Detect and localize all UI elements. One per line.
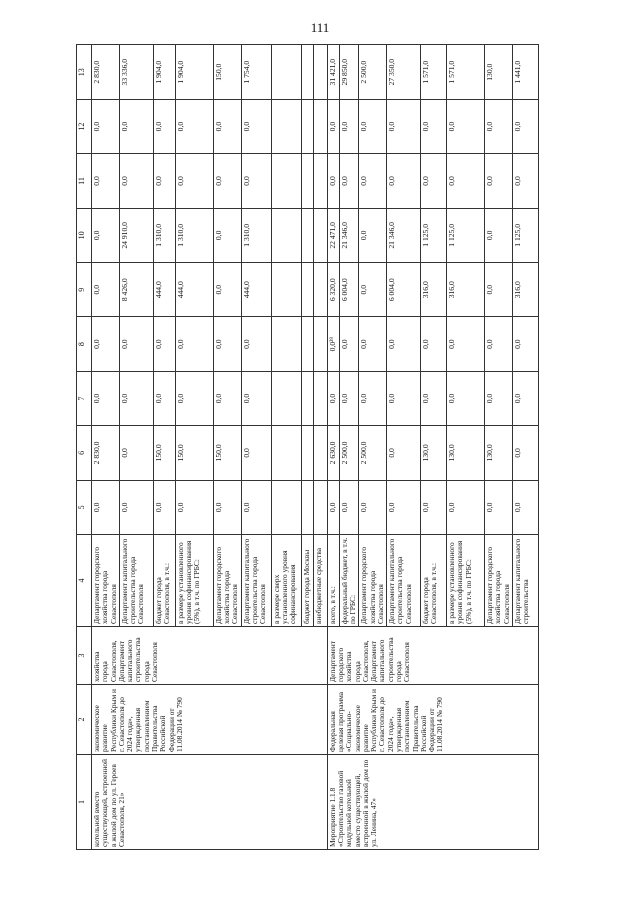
header-cell: 1 [77,755,92,850]
value-cell: 2 830,0 [92,45,120,99]
value-cell: 0,0 [327,99,339,153]
value-cell: 1 571,0 [447,45,485,99]
value-cell: 0,0 [421,371,447,425]
value-cell [313,154,327,208]
value-cell: 150,0 [213,45,241,99]
value-cell: 6 004,0 [339,263,359,317]
value-cell: 0,0 [512,99,538,153]
value-cell [271,45,301,99]
value-cell: 0,0 [339,317,359,371]
value-cell: 6 004,0 [387,263,421,317]
value-cell: 0,0 [213,99,241,153]
value-cell: 0,0 [119,317,153,371]
value-cell: 0,0 [175,480,213,534]
value-cell [301,154,313,208]
value-cell: 0,0 [327,154,339,208]
value-cell: 0,0 [241,480,271,534]
value-cell: 150,0 [213,426,241,480]
row-label-cell: Департамент городского хозяйства города Севастополя [213,535,241,627]
block2-col3-cell: Департамент городского хозяйства города Севастополя, Департамент капитального строительства города Севастополя [327,627,538,685]
value-cell: 0,0 [92,480,120,534]
value-cell: 1 754,0 [241,45,271,99]
value-cell: 0,0 [92,154,120,208]
value-cell: 27 350,0 [387,45,421,99]
value-cell [271,208,301,262]
value-cell: 0,0 [387,371,421,425]
value-cell: 0,0 [485,480,513,534]
row-label-cell: в размере сверх установленного уровня софинансирования [271,535,301,627]
value-cell: 0,0 [241,154,271,208]
value-cell: 31 421,0 [327,45,339,99]
value-cell [313,99,327,153]
value-cell [301,317,313,371]
value-cell: 444,0 [153,263,175,317]
value-cell: 0,0 [447,480,485,534]
value-cell: 2 500,0 [359,45,387,99]
value-cell: 0,0 [485,263,513,317]
value-cell: 1 310,0 [153,208,175,262]
value-cell: 29 850,0 [339,45,359,99]
value-cell: 6 320,0 [327,263,339,317]
value-cell: 0,0 [153,480,175,534]
row-label-cell: бюджет города Москвы [301,535,313,627]
value-cell: 0,0 [153,99,175,153]
value-cell: 0,0 [421,317,447,371]
page-number: 111 [310,20,330,35]
value-cell: 0,0 [92,99,120,153]
value-cell: 2 630,0 [327,426,339,480]
value-cell: 316,0 [421,263,447,317]
value-cell [301,426,313,480]
block1-col3-cell: хозяйства города Севастополя, Департамент капитального строительства города Севастополя [92,627,328,685]
value-cell [271,480,301,534]
value-cell: 1 310,0 [175,208,213,262]
value-cell: 22 471,0 [327,208,339,262]
value-cell [313,480,327,534]
row-label-cell: Департамент городского хозяйства города Севастополя [359,535,387,627]
row-label-cell: бюджет города Севастополя, в т.ч.: [153,535,175,627]
value-cell: 2 830,0 [92,426,120,480]
value-cell [271,371,301,425]
value-cell [271,99,301,153]
value-cell: 130,0 [447,426,485,480]
value-cell: 0,0 [512,371,538,425]
value-cell: 0,0 [119,99,153,153]
value-cell: 21 346,0 [339,208,359,262]
value-cell: 0,0 [485,371,513,425]
row-label-cell: Департамент капитального строительства города Севастополя [387,535,421,627]
value-cell: 0,0 [512,317,538,371]
value-cell: 130,0 [485,426,513,480]
value-cell [313,426,327,480]
rotated-table-container [76,45,626,850]
row-label-cell: Департамент капитального строительства города Севастополя [119,535,153,627]
value-cell: 0,0 [213,208,241,262]
value-cell: 0,0 [485,154,513,208]
value-cell: 0,0 [175,371,213,425]
value-cell [301,208,313,262]
value-cell: 0,0 [512,480,538,534]
row-label-cell: Департамент городского хозяйства города Севастополя [485,535,513,627]
value-cell: 0,0 [421,99,447,153]
value-cell: 8 426,0 [119,263,153,317]
value-cell: 0,0 [241,371,271,425]
header-row [77,45,92,850]
header-cell: 2 [77,685,92,755]
value-cell: 0,0 [339,99,359,153]
value-cell: 0,0 [241,99,271,153]
value-cell: 0,0 [175,154,213,208]
row-label-cell: федеральный бюджет, в т.ч. по ГРБС: [339,535,359,627]
value-cell [313,263,327,317]
header-cell: 9 [77,263,92,317]
value-cell: 0,0 [327,371,339,425]
value-cell: 0,0 [92,371,120,425]
row-label-cell: Департамент капитального строительства [512,535,538,627]
row-label-cell: в размере установленного уровня софинансирования (5%), в т.ч. по ГРБС: [175,535,213,627]
table-row [327,45,339,850]
value-cell [313,371,327,425]
value-cell: 316,0 [447,263,485,317]
value-cell: 0,0 [387,480,421,534]
block1-col1-cell: котельной вместо существующей, встроенной в жилой дом по ул. Героев Севастополя, 21» [92,755,328,850]
value-cell [271,154,301,208]
value-cell: 316,0 [512,263,538,317]
value-cell: 0,0 [119,426,153,480]
value-cell [301,99,313,153]
value-cell: 0,0 [447,154,485,208]
value-cell: 0,0 [485,208,513,262]
table-row [92,45,120,850]
header-cell: 5 [77,480,92,534]
value-cell: 0,0 [119,371,153,425]
row-label-cell: бюджет города Севастополя, в т.ч.: [421,535,447,627]
value-cell: 1 125,0 [421,208,447,262]
value-cell [271,317,301,371]
value-cell: 444,0 [241,263,271,317]
value-cell: 0,0 [153,154,175,208]
value-cell: 2 500,0 [339,426,359,480]
value-cell: 444,0 [175,263,213,317]
value-cell: 0,0 [359,371,387,425]
value-cell [301,371,313,425]
value-cell: 0,0 [359,263,387,317]
value-cell: 0,0 [241,426,271,480]
value-cell: 0,0 [387,154,421,208]
block1-col2-cell: экономическое развитие Республики Крым и г. Севастополя до 2024 года», утвержденная постановлением Правительства Российской Федерации от 11.08.2014 № 790 [92,685,328,755]
value-cell [301,480,313,534]
value-cell: 0,0 [485,99,513,153]
block2-col1-cell: Мероприятие 1.1.8 «Строительство газовой модульной котельной вместо существующей, встроенной в жилой дом по ул. Ленина, 47» [327,755,538,850]
value-cell: 0,0 [327,480,339,534]
value-cell: 0,0 [359,317,387,371]
row-label-cell: Департамент капитального строительства города Севастополя [241,535,271,627]
value-cell: 0,0 [421,154,447,208]
value-cell: 1 441,0 [512,45,538,99]
value-cell: 0,0 [512,426,538,480]
header-cell: 7 [77,371,92,425]
value-cell: 1 125,0 [512,208,538,262]
value-cell [271,263,301,317]
value-cell: 0,0 [213,317,241,371]
header-cell: 12 [77,99,92,153]
header-cell: 6 [77,426,92,480]
value-cell: 0,0 [119,154,153,208]
value-cell: 0,0²⁹ [327,317,339,371]
value-cell: 1 904,0 [153,45,175,99]
value-cell: 24 910,0 [119,208,153,262]
row-label-cell: внебюджетные средства [313,535,327,627]
value-cell: 21 346,0 [387,208,421,262]
value-cell: 2 500,0 [359,426,387,480]
value-cell [313,317,327,371]
value-cell: 0,0 [153,371,175,425]
value-cell [301,45,313,99]
value-cell [313,208,327,262]
value-cell: 150,0 [153,426,175,480]
header-cell: 11 [77,154,92,208]
value-cell: 0,0 [92,317,120,371]
value-cell: 0,0 [447,99,485,153]
budget-table [76,44,539,850]
value-cell: 0,0 [485,317,513,371]
value-cell [301,263,313,317]
value-cell: 130,0 [421,426,447,480]
value-cell: 0,0 [339,371,359,425]
value-cell: 0,0 [359,208,387,262]
value-cell: 0,0 [339,480,359,534]
value-cell: 0,0 [213,480,241,534]
value-cell: 0,0 [213,263,241,317]
value-cell: 0,0 [241,317,271,371]
row-label-cell: всего, в т.ч.: [327,535,339,627]
value-cell: 0,0 [213,371,241,425]
value-cell: 0,0 [512,154,538,208]
value-cell: 0,0 [92,208,120,262]
value-cell: 0,0 [447,317,485,371]
value-cell: 0,0 [153,317,175,371]
value-cell: 0,0 [175,317,213,371]
value-cell: 0,0 [92,263,120,317]
value-cell: 150,0 [175,426,213,480]
value-cell [271,426,301,480]
value-cell: 1 904,0 [175,45,213,99]
value-cell: 1 571,0 [421,45,447,99]
value-cell [313,45,327,99]
value-cell: 0,0 [213,154,241,208]
header-cell: 4 [77,535,92,627]
value-cell: 0,0 [387,99,421,153]
value-cell: 33 336,0 [119,45,153,99]
value-cell: 0,0 [387,426,421,480]
value-cell: 0,0 [421,480,447,534]
value-cell: 130,0 [485,45,513,99]
header-cell: 3 [77,627,92,685]
row-label-cell: в размере установленного уровня софинансирования (5%), в т.ч. по ГРБС: [447,535,485,627]
value-cell: 0,0 [175,99,213,153]
value-cell: 0,0 [359,480,387,534]
row-label-cell: Департамент городского хозяйства города Севастополя [92,535,120,627]
value-cell: 0,0 [359,99,387,153]
value-cell: 0,0 [119,480,153,534]
value-cell: 0,0 [447,371,485,425]
header-cell: 13 [77,45,92,99]
value-cell: 0,0 [339,154,359,208]
value-cell: 1 125,0 [447,208,485,262]
value-cell: 0,0 [387,317,421,371]
header-cell: 8 [77,317,92,371]
header-cell: 10 [77,208,92,262]
value-cell: 1 310,0 [241,208,271,262]
value-cell: 0,0 [359,154,387,208]
block2-col2-cell: Федеральная целевая программа «Социально-экономическое развитие Республики Крым и г. Севастополя до 2024 года», утвержденная постановлением Правительства Российской Федерации от 11.08.2014 № 790 [327,685,538,755]
